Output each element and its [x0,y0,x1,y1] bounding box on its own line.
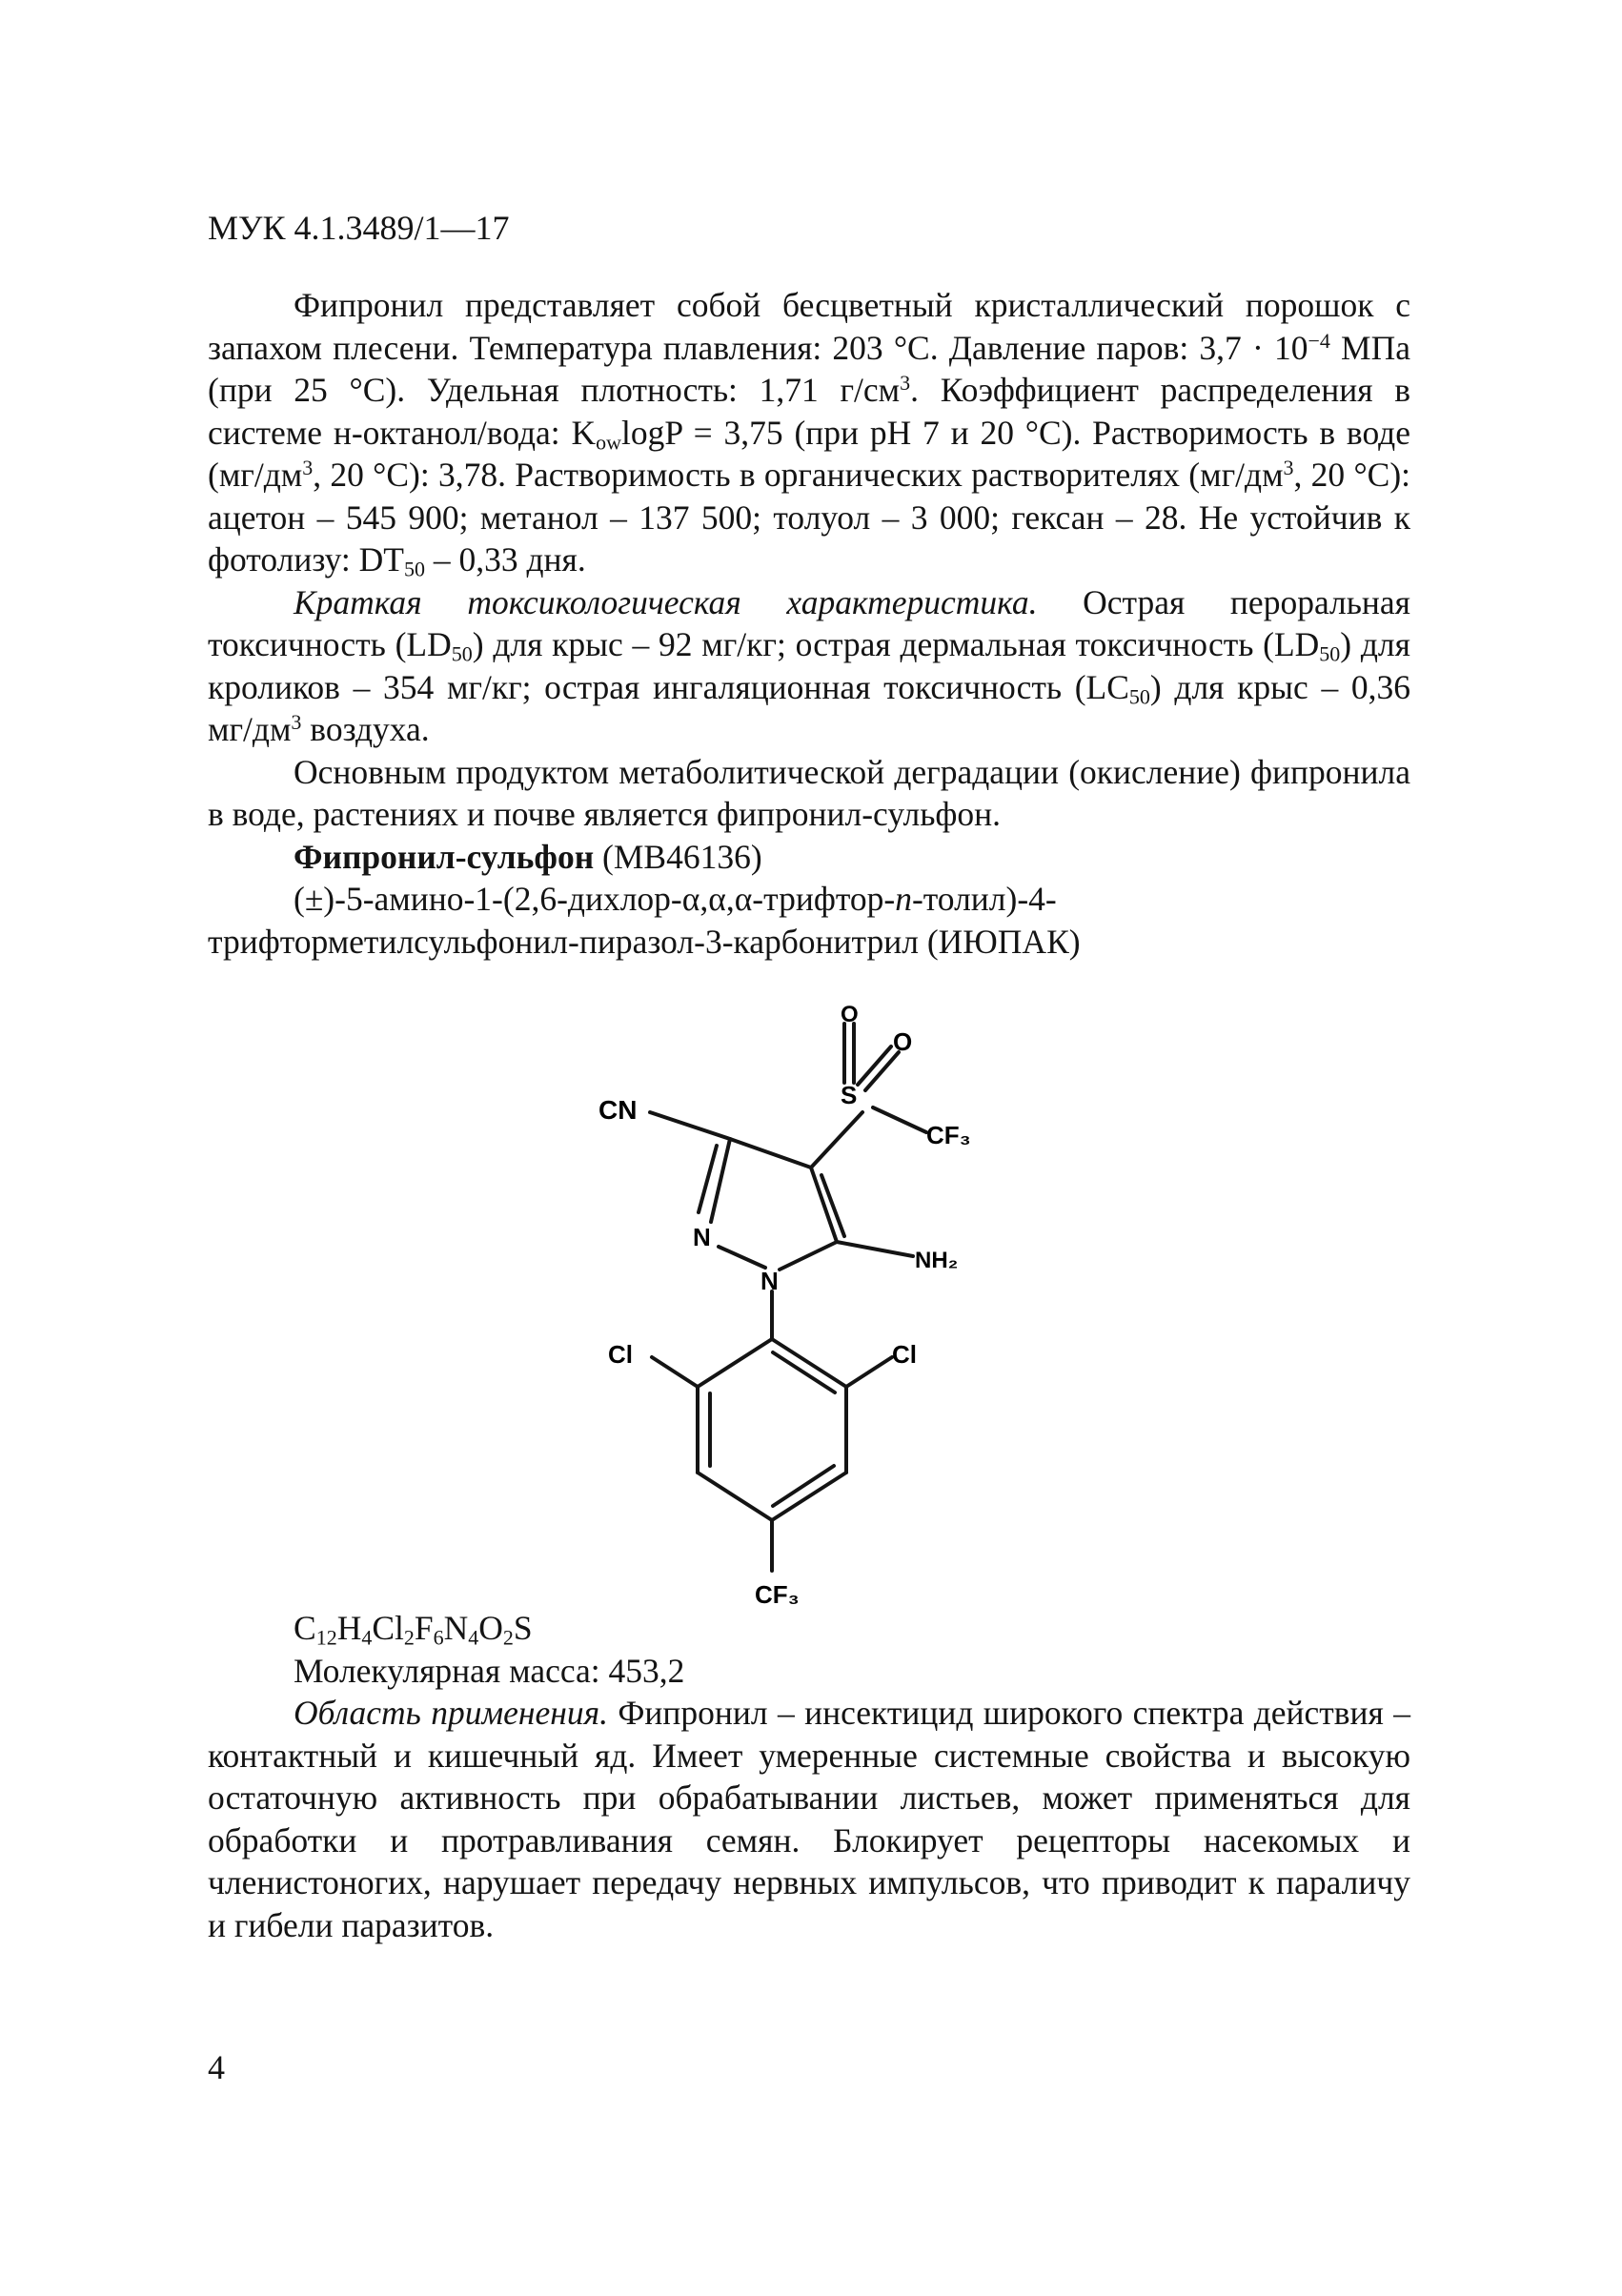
bond-phenyl-cl-right [846,1357,892,1387]
ring-bond-c5-n1 [780,1242,837,1270]
nh2-label: NH₂ [915,1248,959,1273]
bond-c4-s [811,1112,862,1168]
bond-c3-cn [650,1112,730,1139]
n1-label: N [760,1267,779,1295]
metabolite-title: Фипронил-сульфон (МВ46136) [294,837,762,876]
phenyl-bond-4 [698,1473,772,1520]
phenyl-bond-6 [698,1339,772,1387]
oxygen-label-2: O [893,1027,913,1056]
sulfur-label: S [841,1081,858,1109]
cf3-top-label: CF₃ [926,1121,971,1149]
n2-label: N [693,1223,711,1251]
fipronil-sulfone-structure-diagram [572,1001,1105,1611]
properties-section-2 [208,1607,1410,1946]
bond-c5-nh2 [837,1242,913,1256]
physical-properties-paragraph: Фипронил представляет собой бесцветный кристаллический порошок с запахом плесени. Температура плавления: 203 °С. Давление паров: $3,7 \cdot 10^{-4}$ МПа (при 25 °С). Удельная плотность: 1,71 $г/см^3$. Коэффициент распределения в системе н-октанол/вода: $K_{ow}\log P = 3,75$ (при pH 7 и 20 °С). Растворимость в воде ($мг/дм^3$, 20 °С): 3,78. Растворимость в органических растворителях ($мг/дм^3$, 20 °С): ацетон – 545 900; метанол – 137 500; толуол – 3 000; гексан – 28. Не устойчив к фотолизу: $DT_{50} - 0,33$ дня. [208,286,1411,581]
iupac-name-line-2: трифторметилсульфонил-пиразол-3-карбонитрил (ИЮПАК) [208,922,1081,961]
molecular-mass: Молекулярная масса: 453,2 [294,1651,685,1690]
phenyl-bond-3 [772,1473,846,1520]
cf3-bottom-label: CF₃ [755,1580,800,1609]
ring-bond-n2-n1 [719,1247,765,1268]
cn-label: CN [598,1095,638,1125]
toxicology-paragraph: Краткая токсикологическая характеристика. Острая пероральная токсичность $(LD_{50})$ для крыс – 92 мг/кг; острая дермальная токсичность $(LD_{50})$ для кроликов – 354 мг/кг; острая ингаляционная токсичность $(LC_{50})$ для крыс – 0,36 $мг/дм^3$ воздуха. [208,582,1410,748]
phenyl-bond-1 [772,1339,846,1387]
iupac-name-line-1: (±)-5-амино-1-(2,6-дихлор-α,α,α-трифтор-n-толил)-4- [294,880,1057,918]
bond-s-cf3 [873,1107,926,1132]
cl-right-label: Cl [892,1340,917,1369]
application-paragraph: Область применения. Фипронил – инсектицид широкого спектра действия – контактный и кишечный яд. Имеет умеренные системные свойства и высокую остаточную активность при обрабатывании листьев, может применяться для обработки и протравливания семян. Блокирует рецепторы насекомых и членистоногих, нарушает передачу нервных импульсов, что приводит к параличу и гибели паразитов. [208,1694,1411,1944]
bond-phenyl-cl-left [652,1357,698,1387]
page-number: 4 [208,2048,225,2086]
document-code-header: МУК 4.1.3489/1—17 [208,209,510,247]
structural-formula [572,1001,1105,1611]
oxygen-label-1: O [841,1002,859,1027]
molecular-formula: $C_{12}H_4Cl_2F_6N_4O_2S$ [294,1609,533,1650]
ring-bond-c3-c4 [730,1139,811,1168]
metabolite-paragraph: Основным продуктом метаболитической деградации (окисление) фипронила в воде, растениях и почве является фипронил-сульфон. [208,752,1410,833]
properties-section [208,284,1410,963]
cl-left-label: Cl [608,1340,633,1369]
